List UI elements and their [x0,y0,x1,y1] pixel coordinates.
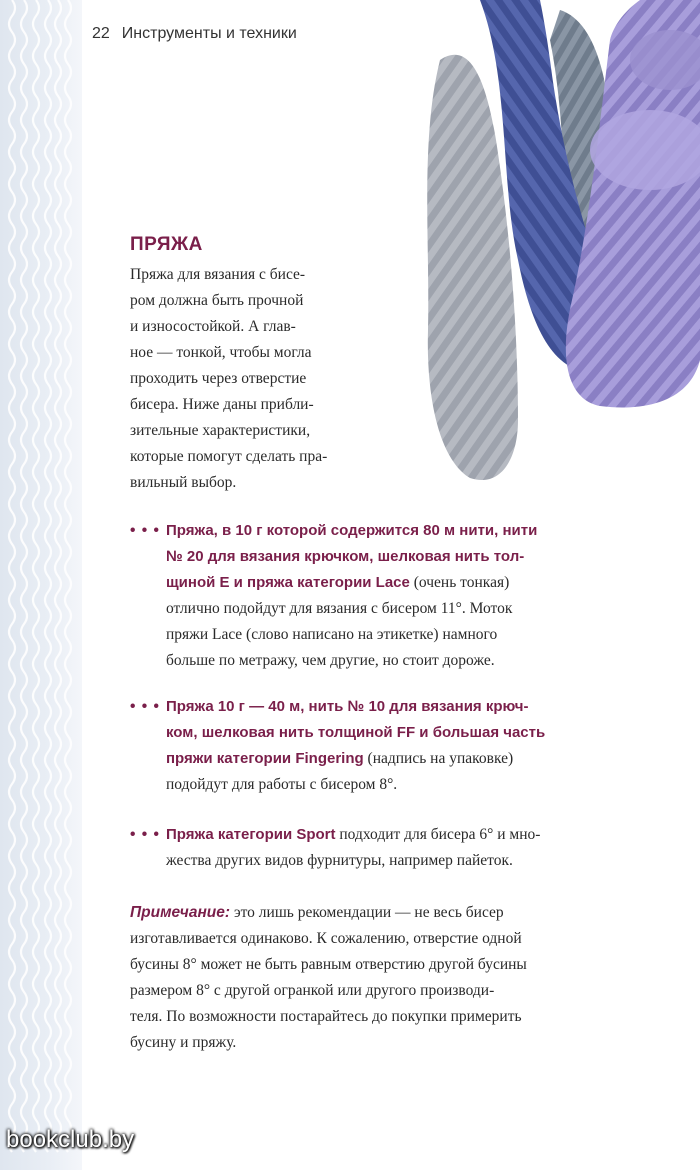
watermark: bookclub.by [6,1126,135,1153]
bullet-item: • • • Пряжа, в 10 г которой содержится 80 м нити, нити № 20 для вязания крючком, шелковая нить тол- щиной E и пряжа категории Lace (очень тонкая) отлично подойдут для вязания с бисером 11°. Моток пряжи Lace (слово написано на этикетке) намного больше по метражу, чем другие, но стоит дороже. [130,518,670,674]
intro-line: которые помогут сделать пра- [130,448,328,465]
intro-line: вильный выбор. [130,474,237,491]
yarn-skeins-illustration [400,0,700,500]
intro-line: ное — тонкой, чтобы могла [130,344,312,361]
bullet-marker: • • • [130,522,160,539]
intro-line: и износостойкой. А глав- [130,318,296,335]
section-title: Инструменты и техники [121,25,297,42]
intro-line: проходить через отверстие [130,370,307,387]
section-heading: ПРЯЖА [130,234,203,255]
bullet-item: • • • Пряжа 10 г — 40 м, нить № 10 для вязания крюч- ком, шелковая нить толщиной FF и большая часть пряжи категории Fingering (надпись на упаковке) подойдут для работы с бисером 8°. [130,694,670,798]
bullet-marker: • • • [130,698,160,715]
intro-line: Пряжа для вязания с бисе- [130,266,306,283]
intro-line: бисера. Ниже даны прибли- [130,396,314,413]
intro-line: зительные характеристики, [130,422,311,439]
bullet-marker: • • • [130,826,160,843]
decorative-wavy-strip [0,0,82,1170]
running-header [92,25,297,43]
page-number: 22 [92,25,110,42]
intro-line: ром должна быть прочной [130,292,304,309]
intro-paragraph [130,262,390,496]
note-label: Примечание: [130,904,231,921]
note-paragraph: Примечание: это лишь рекомендации — не весь бисер изготавливается одинаково. К сожалению, отверстие одной бусины 8° может не быть равным отверстию другой бусины размером 8° с другой огранкой или другого производи- теля. По возможности постарайтесь до покупки примерить бусину и пряжу. [130,904,527,1051]
bullet-item: • • • Пряжа категории Sport подходит для бисера 6° и мно- жества других видов фурнитуры, например пайеток. [130,822,670,874]
